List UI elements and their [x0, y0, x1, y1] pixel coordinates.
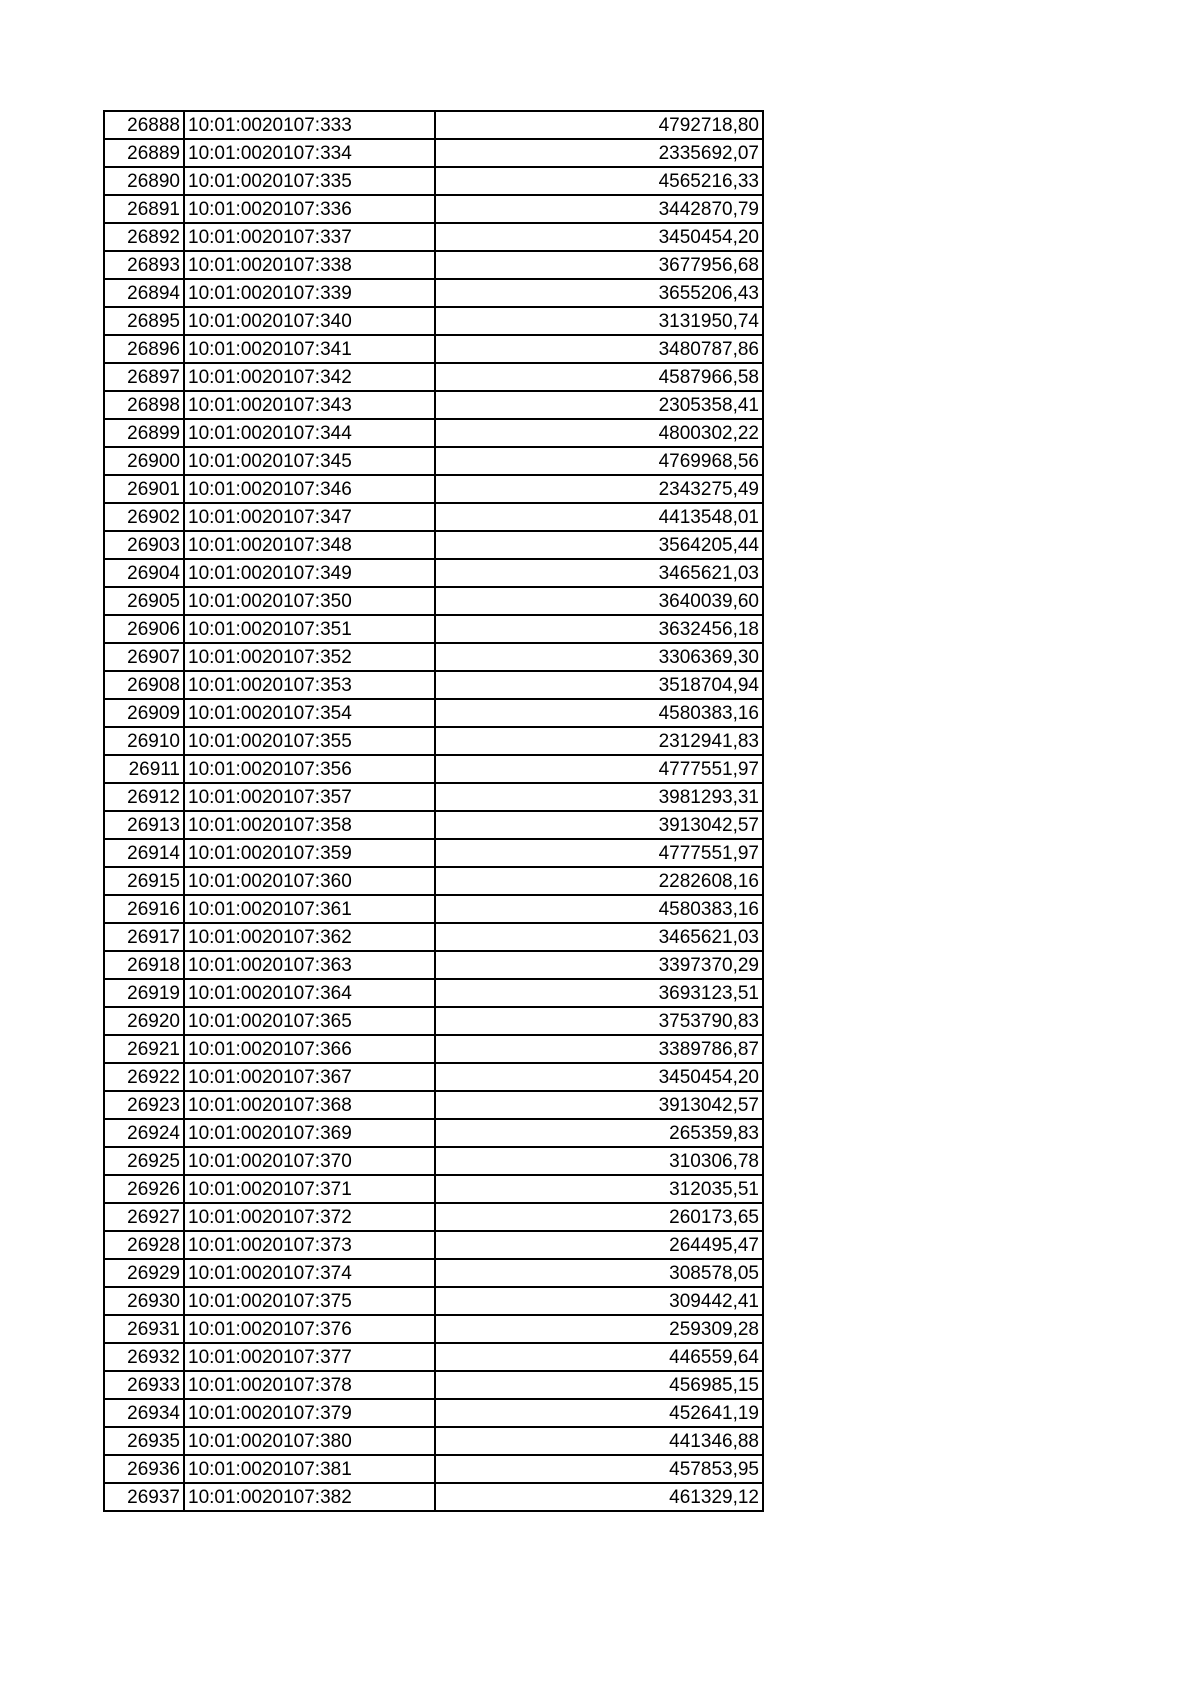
row-number-cell: 26904 — [104, 559, 184, 587]
row-number-cell: 26907 — [104, 643, 184, 671]
row-number-cell: 26903 — [104, 531, 184, 559]
row-number-cell: 26911 — [104, 755, 184, 783]
row-number-cell: 26893 — [104, 251, 184, 279]
cadastral-value-cell: 3450454,20 — [435, 223, 763, 251]
table-row — [104, 1399, 763, 1427]
cadastral-value-cell: 456985,15 — [435, 1371, 763, 1399]
cadastral-number-cell: 10:01:0020107:343 — [184, 391, 435, 419]
cadastral-number-cell: 10:01:0020107:346 — [184, 475, 435, 503]
table-row — [104, 1343, 763, 1371]
cadastral-number-cell: 10:01:0020107:370 — [184, 1147, 435, 1175]
row-number-cell: 26920 — [104, 1007, 184, 1035]
cadastral-number-cell: 10:01:0020107:360 — [184, 867, 435, 895]
table-row — [104, 839, 763, 867]
row-number-cell: 26889 — [104, 139, 184, 167]
row-number-cell: 26935 — [104, 1427, 184, 1455]
cadastral-number-cell: 10:01:0020107:345 — [184, 447, 435, 475]
cadastral-number-cell: 10:01:0020107:378 — [184, 1371, 435, 1399]
table-row — [104, 1231, 763, 1259]
table-row — [104, 783, 763, 811]
row-number-cell: 26932 — [104, 1343, 184, 1371]
row-number-cell: 26917 — [104, 923, 184, 951]
cadastral-value-cell: 4565216,33 — [435, 167, 763, 195]
row-number-cell: 26930 — [104, 1287, 184, 1315]
cadastral-number-cell: 10:01:0020107:363 — [184, 951, 435, 979]
cadastral-number-cell: 10:01:0020107:342 — [184, 363, 435, 391]
row-number-cell: 26902 — [104, 503, 184, 531]
cadastral-value-cell: 2312941,83 — [435, 727, 763, 755]
cadastral-value-cell: 3913042,57 — [435, 1091, 763, 1119]
cadastral-value-cell: 457853,95 — [435, 1455, 763, 1483]
cadastral-number-cell: 10:01:0020107:344 — [184, 419, 435, 447]
cadastral-number-cell: 10:01:0020107:357 — [184, 783, 435, 811]
cadastral-number-cell: 10:01:0020107:374 — [184, 1259, 435, 1287]
cadastral-number-cell: 10:01:0020107:335 — [184, 167, 435, 195]
cadastral-value-cell: 4769968,56 — [435, 447, 763, 475]
cadastral-number-cell: 10:01:0020107:337 — [184, 223, 435, 251]
row-number-cell: 26912 — [104, 783, 184, 811]
cadastral-value-cell: 3131950,74 — [435, 307, 763, 335]
cadastral-number-cell: 10:01:0020107:349 — [184, 559, 435, 587]
cadastral-value-cell: 3693123,51 — [435, 979, 763, 1007]
cadastral-number-cell: 10:01:0020107:336 — [184, 195, 435, 223]
cadastral-number-cell: 10:01:0020107:362 — [184, 923, 435, 951]
cadastral-value-cell: 4580383,16 — [435, 895, 763, 923]
table-row — [104, 1035, 763, 1063]
cadastral-number-cell: 10:01:0020107:353 — [184, 671, 435, 699]
table-row — [104, 139, 763, 167]
cadastral-value-cell: 260173,65 — [435, 1203, 763, 1231]
row-number-cell: 26921 — [104, 1035, 184, 1063]
cadastral-value-cell: 4800302,22 — [435, 419, 763, 447]
cadastral-value-cell: 4777551,97 — [435, 755, 763, 783]
table-row — [104, 531, 763, 559]
cadastral-value-cell: 3564205,44 — [435, 531, 763, 559]
cadastral-number-cell: 10:01:0020107:377 — [184, 1343, 435, 1371]
row-number-cell: 26929 — [104, 1259, 184, 1287]
cadastral-value-cell: 441346,88 — [435, 1427, 763, 1455]
table-body — [104, 111, 763, 1511]
row-number-cell: 26918 — [104, 951, 184, 979]
cadastral-value-cell: 2282608,16 — [435, 867, 763, 895]
row-number-cell: 26897 — [104, 363, 184, 391]
cadastral-number-cell: 10:01:0020107:358 — [184, 811, 435, 839]
cadastral-value-cell: 2335692,07 — [435, 139, 763, 167]
cadastral-number-cell: 10:01:0020107:371 — [184, 1175, 435, 1203]
table-row — [104, 503, 763, 531]
row-number-cell: 26926 — [104, 1175, 184, 1203]
cadastral-value-cell: 3450454,20 — [435, 1063, 763, 1091]
table-row — [104, 279, 763, 307]
row-number-cell: 26908 — [104, 671, 184, 699]
table-row — [104, 1455, 763, 1483]
cadastral-value-cell: 4580383,16 — [435, 699, 763, 727]
table-row — [104, 615, 763, 643]
cadastral-number-cell: 10:01:0020107:376 — [184, 1315, 435, 1343]
cadastral-value-cell: 3389786,87 — [435, 1035, 763, 1063]
table-row — [104, 1315, 763, 1343]
cadastral-value-cell: 3677956,68 — [435, 251, 763, 279]
table-row — [104, 391, 763, 419]
cadastral-value-cell: 264495,47 — [435, 1231, 763, 1259]
cadastral-value-cell: 259309,28 — [435, 1315, 763, 1343]
table-row — [104, 195, 763, 223]
table-row — [104, 1427, 763, 1455]
cadastral-value-cell: 3632456,18 — [435, 615, 763, 643]
cadastral-number-cell: 10:01:0020107:364 — [184, 979, 435, 1007]
data-table — [103, 110, 764, 1512]
table-row — [104, 755, 763, 783]
cadastral-number-cell: 10:01:0020107:351 — [184, 615, 435, 643]
cadastral-value-cell: 2343275,49 — [435, 475, 763, 503]
cadastral-value-cell: 3480787,86 — [435, 335, 763, 363]
table-row — [104, 559, 763, 587]
row-number-cell: 26906 — [104, 615, 184, 643]
table-row — [104, 363, 763, 391]
table-row — [104, 307, 763, 335]
row-number-cell: 26905 — [104, 587, 184, 615]
cadastral-number-cell: 10:01:0020107:379 — [184, 1399, 435, 1427]
row-number-cell: 26910 — [104, 727, 184, 755]
cadastral-value-cell: 4413548,01 — [435, 503, 763, 531]
cadastral-value-cell: 3640039,60 — [435, 587, 763, 615]
cadastral-number-cell: 10:01:0020107:354 — [184, 699, 435, 727]
row-number-cell: 26894 — [104, 279, 184, 307]
row-number-cell: 26896 — [104, 335, 184, 363]
cadastral-value-cell: 4587966,58 — [435, 363, 763, 391]
row-number-cell: 26888 — [104, 111, 184, 139]
row-number-cell: 26900 — [104, 447, 184, 475]
table-row — [104, 587, 763, 615]
table-row — [104, 1007, 763, 1035]
row-number-cell: 26928 — [104, 1231, 184, 1259]
table-row — [104, 811, 763, 839]
cadastral-number-cell: 10:01:0020107:381 — [184, 1455, 435, 1483]
cadastral-number-cell: 10:01:0020107:375 — [184, 1287, 435, 1315]
row-number-cell: 26909 — [104, 699, 184, 727]
cadastral-number-cell: 10:01:0020107:348 — [184, 531, 435, 559]
cadastral-number-cell: 10:01:0020107:356 — [184, 755, 435, 783]
cadastral-value-cell: 3306369,30 — [435, 643, 763, 671]
cadastral-value-cell: 3518704,94 — [435, 671, 763, 699]
table-row — [104, 1203, 763, 1231]
cadastral-number-cell: 10:01:0020107:369 — [184, 1119, 435, 1147]
cadastral-number-cell: 10:01:0020107:355 — [184, 727, 435, 755]
row-number-cell: 26931 — [104, 1315, 184, 1343]
row-number-cell: 26915 — [104, 867, 184, 895]
table-row — [104, 727, 763, 755]
cadastral-number-cell: 10:01:0020107:382 — [184, 1483, 435, 1511]
row-number-cell: 26919 — [104, 979, 184, 1007]
table-row — [104, 167, 763, 195]
table-row — [104, 979, 763, 1007]
cadastral-number-cell: 10:01:0020107:333 — [184, 111, 435, 139]
row-number-cell: 26890 — [104, 167, 184, 195]
cadastral-number-cell: 10:01:0020107:368 — [184, 1091, 435, 1119]
table-row — [104, 1091, 763, 1119]
row-number-cell: 26937 — [104, 1483, 184, 1511]
cadastral-number-cell: 10:01:0020107:347 — [184, 503, 435, 531]
cadastral-number-cell: 10:01:0020107:373 — [184, 1231, 435, 1259]
cadastral-value-cell: 446559,64 — [435, 1343, 763, 1371]
row-number-cell: 26914 — [104, 839, 184, 867]
cadastral-value-cell: 308578,05 — [435, 1259, 763, 1287]
cadastral-value-cell: 4792718,80 — [435, 111, 763, 139]
cadastral-number-cell: 10:01:0020107:367 — [184, 1063, 435, 1091]
table-row — [104, 699, 763, 727]
table-row — [104, 671, 763, 699]
table-row — [104, 111, 763, 139]
table-row — [104, 447, 763, 475]
row-number-cell: 26898 — [104, 391, 184, 419]
row-number-cell: 26923 — [104, 1091, 184, 1119]
cadastral-value-cell: 3753790,83 — [435, 1007, 763, 1035]
row-number-cell: 26924 — [104, 1119, 184, 1147]
table-row — [104, 1483, 763, 1511]
row-number-cell: 26922 — [104, 1063, 184, 1091]
cadastral-number-cell: 10:01:0020107:359 — [184, 839, 435, 867]
table-row — [104, 643, 763, 671]
cadastral-number-cell: 10:01:0020107:372 — [184, 1203, 435, 1231]
cadastral-value-cell: 310306,78 — [435, 1147, 763, 1175]
row-number-cell: 26901 — [104, 475, 184, 503]
row-number-cell: 26899 — [104, 419, 184, 447]
row-number-cell: 26895 — [104, 307, 184, 335]
table-row — [104, 335, 763, 363]
table-row — [104, 895, 763, 923]
cadastral-number-cell: 10:01:0020107:352 — [184, 643, 435, 671]
row-number-cell: 26892 — [104, 223, 184, 251]
table-row — [104, 223, 763, 251]
row-number-cell: 26934 — [104, 1399, 184, 1427]
cadastral-number-cell: 10:01:0020107:341 — [184, 335, 435, 363]
cadastral-value-cell: 3442870,79 — [435, 195, 763, 223]
cadastral-value-cell: 3655206,43 — [435, 279, 763, 307]
table-row — [104, 1063, 763, 1091]
table-row — [104, 951, 763, 979]
table-row — [104, 475, 763, 503]
cadastral-number-cell: 10:01:0020107:366 — [184, 1035, 435, 1063]
row-number-cell: 26913 — [104, 811, 184, 839]
cadastral-number-cell: 10:01:0020107:361 — [184, 895, 435, 923]
cadastral-value-cell: 461329,12 — [435, 1483, 763, 1511]
row-number-cell: 26891 — [104, 195, 184, 223]
cadastral-value-cell: 309442,41 — [435, 1287, 763, 1315]
table-row — [104, 1259, 763, 1287]
table-row — [104, 1147, 763, 1175]
cadastral-value-cell: 452641,19 — [435, 1399, 763, 1427]
cadastral-value-cell: 4777551,97 — [435, 839, 763, 867]
cadastral-value-cell: 3397370,29 — [435, 951, 763, 979]
row-number-cell: 26925 — [104, 1147, 184, 1175]
cadastral-value-cell: 265359,83 — [435, 1119, 763, 1147]
cadastral-value-cell: 312035,51 — [435, 1175, 763, 1203]
row-number-cell: 26927 — [104, 1203, 184, 1231]
table-row — [104, 867, 763, 895]
cadastral-value-cell: 3465621,03 — [435, 923, 763, 951]
table-row — [104, 251, 763, 279]
cadastral-number-cell: 10:01:0020107:340 — [184, 307, 435, 335]
row-number-cell: 26933 — [104, 1371, 184, 1399]
table-row — [104, 419, 763, 447]
cadastral-number-cell: 10:01:0020107:339 — [184, 279, 435, 307]
cadastral-number-cell: 10:01:0020107:365 — [184, 1007, 435, 1035]
table-row — [104, 1371, 763, 1399]
cadastral-number-cell: 10:01:0020107:350 — [184, 587, 435, 615]
table-row — [104, 1175, 763, 1203]
cadastral-value-cell: 3465621,03 — [435, 559, 763, 587]
table-row — [104, 923, 763, 951]
cadastral-number-cell: 10:01:0020107:334 — [184, 139, 435, 167]
cadastral-number-cell: 10:01:0020107:380 — [184, 1427, 435, 1455]
cadastral-value-cell: 3981293,31 — [435, 783, 763, 811]
cadastral-value-cell: 2305358,41 — [435, 391, 763, 419]
row-number-cell: 26936 — [104, 1455, 184, 1483]
cadastral-value-cell: 3913042,57 — [435, 811, 763, 839]
table-row — [104, 1119, 763, 1147]
cadastral-number-cell: 10:01:0020107:338 — [184, 251, 435, 279]
table-row — [104, 1287, 763, 1315]
row-number-cell: 26916 — [104, 895, 184, 923]
